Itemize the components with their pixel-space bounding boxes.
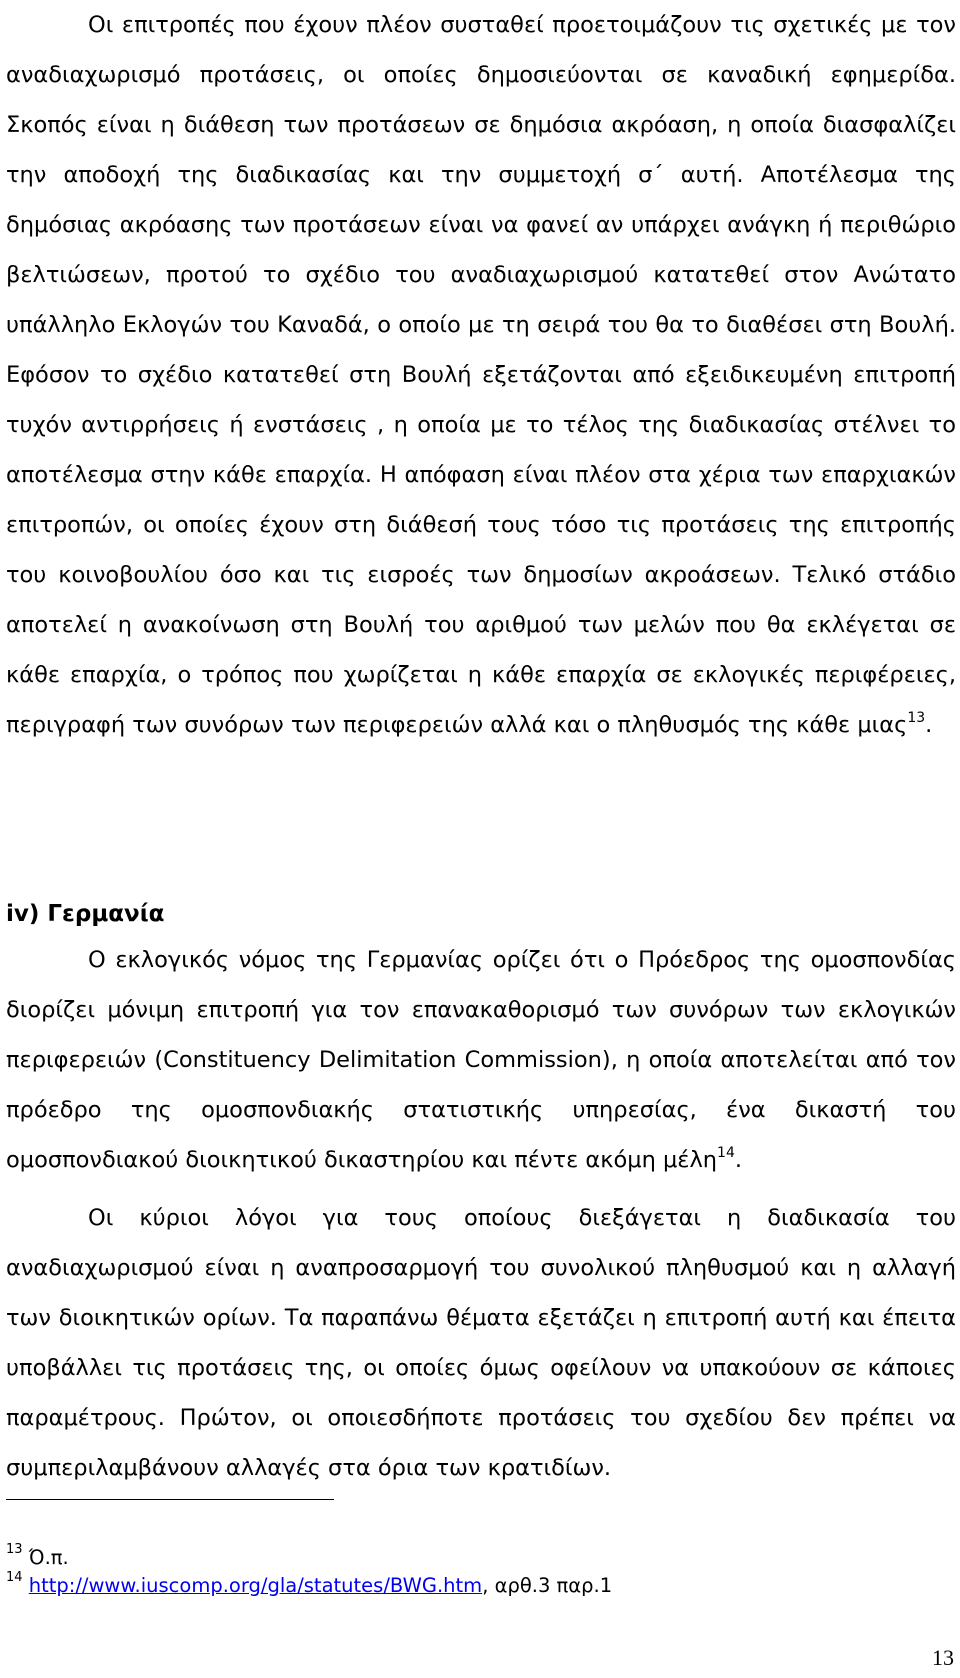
paragraph-germany-reasons <box>6 1193 956 1493</box>
page-number: 13 <box>932 1645 954 1670</box>
footnote-number: 14 <box>6 1569 23 1585</box>
paragraph-end-punct: . <box>734 1147 743 1173</box>
paragraph-text: Οι κύριοι λόγοι για τους οποίους διεξάγεται η διαδικασία του αναδιαχωρισμού είναι η αναπροσαρμογή του συνολικού πληθυσμού και η αλλαγή των διοικητικών ορίων. Τα παραπάνω θέματα εξετάζει η επιτροπή αυτή και έπειτα υποβάλλει τις προτάσεις της, οι οποίες όμως οφείλουν να υπακούουν σε κάποιες παραμέτρους. Πρώτον, οι οποιεσδήποτε προτάσεις του σχεδίου δεν πρέπει να συμπεριλαμβάνουν αλλαγές στα όρια των κρατιδίων. <box>6 1205 956 1481</box>
paragraph-end-punct: . <box>925 712 933 738</box>
footnote-reference-13[interactable]: 13 <box>907 709 926 726</box>
footnote-number: 13 <box>6 1541 23 1557</box>
paragraph-text: Ο εκλογικός νόμος της Γερμανίας ορίζει ότι ο Πρόεδρος της ομοσπονδίας διορίζει μόνιμη επιτροπή για τον επανακαθορισμό των συνόρων των εκλογικών περιφερειών (Constituency Delimitation Commission), η οποία αποτελείται από τον πρόεδρο της ομοσπονδιακής στατιστικής υπηρεσίας, ένα δικαστή του ομοσπονδιακού διοικητικού δικαστηρίου και πέντε ακόμη μέλη <box>6 947 956 1173</box>
paragraph-canada-process <box>6 0 956 750</box>
footnote-text: Ό.π. <box>28 1546 69 1569</box>
paragraph-germany-law <box>6 935 956 1185</box>
footnote-text: , αρθ.3 παρ.1 <box>482 1574 613 1597</box>
paragraph-text: Οι επιτροπές που έχουν πλέον συσταθεί προετοιμάζουν τις σχετικές με τον αναδιαχωρισμό προτάσεις, οι οποίες δημοσιεύονται σε καναδική εφημερίδα. Σκοπός είναι η διάθεση των προτάσεων σε δημόσια ακρόαση, η οποία διασφαλίζει την αποδοχή της διαδικασίας και την συμμετοχή σ΄ αυτή. Αποτέλεσμα της δημόσιας ακρόασης των προτάσεων είναι να φανεί αν υπάρχει ανάγκη ή περιθώριο βελτιώσεων, προτού το σχέδιο του αναδιαχωρισμού κατατεθεί στον Ανώτατο υπάλληλο Εκλογών του Καναδά, ο οποίο με τη σειρά του θα το διαθέσει στη Βουλή. Εφόσον το σχέδιο κατατεθεί στη Βουλή εξετάζονται από εξειδικευμένη επιτροπή τυχόν αντιρρήσεις ή ενστάσεις , η οποία με το τέλος της διαδικασίας στέλνει το αποτέλεσμα στην κάθε επαρχία. Η απόφαση είναι πλέον στα χέρια των επαρχιακών επιτροπών, οι οποίες έχουν στη διάθεσή τους τόσο τις προτάσεις της επιτροπής του κοινοβουλίου όσο και τις εισροές των δημοσίων ακροάσεων. Τελικό στάδιο αποτελεί η ανακοίνωση στη Βουλή του αριθμού των μελών που θα εκλέγεται σε κάθε επαρχία, ο τρόπος που χωρίζεται η κάθε επαρχία σε εκλογικές περιφέρειες, περιγραφή των συνόρων των περιφερειών αλλά και ο πληθυσμός της κάθε μιας <box>6 12 956 738</box>
section-heading-germany: iv) Γερμανία <box>6 901 165 927</box>
footnote-13 <box>6 1541 69 1571</box>
footnote-link[interactable]: http://www.iuscomp.org/gla/statutes/BWG.htm <box>28 1574 483 1597</box>
footnote-reference-14[interactable]: 14 <box>717 1144 735 1161</box>
footnote-separator <box>6 1499 334 1500</box>
footnote-14 <box>6 1569 613 1599</box>
